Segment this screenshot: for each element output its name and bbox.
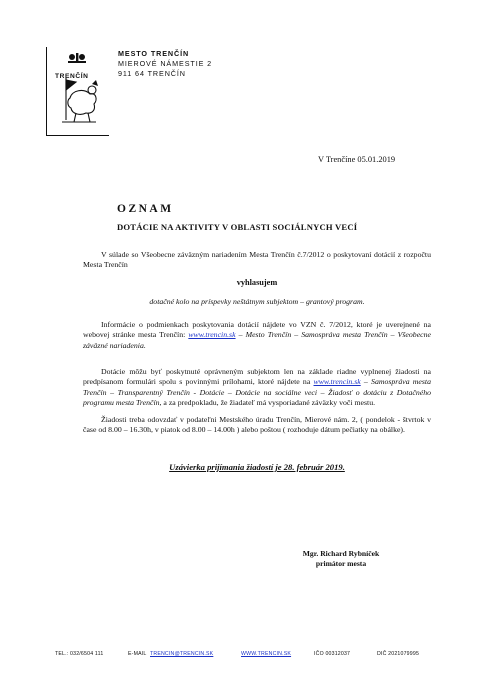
info-paragraph <box>83 320 431 351</box>
footer-ico: IČO 00312037 <box>314 651 351 657</box>
footer-email[interactable]: TRENCIN@TRENCIN.SK <box>150 651 214 657</box>
signature-role: primátor mesta <box>315 559 367 568</box>
eligibility-paragraph <box>83 367 431 409</box>
address-block <box>118 49 212 80</box>
date-line: V Trenčíne 05.01.2019 <box>318 155 396 164</box>
eligibility-text-c: , a za predpokladu, že žiadateľ má vysporiadané záväzky voči mestu. <box>159 398 376 408</box>
info-link[interactable]: www.trencin.sk <box>188 330 236 340</box>
announce-word: vyhlasujem <box>236 278 278 287</box>
intro-text: V súlade so Všeobecne záväzným nariadením Mesta Trenčín č.7/2012 o poskytovaní dotácií z rozpočtu Mesta Trenčín <box>83 250 431 270</box>
info-text-b: – Mesto Trenčín – Samospráva mesta Trenčín – Všeobecne záväzné nariadenia. <box>83 330 431 350</box>
signature-name: Mgr. Richard Rybníček <box>302 549 380 558</box>
trencin-coat-of-arms-icon <box>52 50 104 130</box>
footer-email-label: E-MAIL <box>128 651 147 657</box>
info-text-a: Informácie o podmienkach poskytovania dotácií nájdete vo VZN č. 7/2012, ktoré je uverejnené na webovej stránke mesta Trenčín: <box>83 320 431 340</box>
intro-paragraph <box>83 250 431 271</box>
eligibility-text-a: Dotácie môžu byť poskytnuté oprávneným subjektom len na základe riadne vyplnenej žiadosti na predpísanom formulári spolu s povinnými prílohami, ktoré nájdete na <box>83 367 431 387</box>
logo-text: TRENČÍN <box>55 73 89 80</box>
announce-sub: dotačné kolo na príspevky neštátnym subjektom – grantový program. <box>149 297 365 306</box>
eligibility-text-b: – Samospráva mesta Trenčín – Transparentný Trenčín - Dotácie – Dotácie na sociálne veci – Žiadosť o dotáciu z Dotačného programu mesta Trenčín <box>83 377 431 408</box>
footer-tel: TEL.: 032/6504 111 <box>55 651 104 657</box>
footer-dic: DIČ 2021079995 <box>377 651 420 657</box>
signature-block <box>282 549 400 569</box>
submission-paragraph <box>83 415 431 436</box>
deadline-text: Uzávierka prijímania žiadostí je 28. február 2019. <box>169 462 345 472</box>
city-name: MESTO TRENČÍN <box>118 49 190 58</box>
submission-text: Žiadosti treba odovzdať v podateľni Mestského úradu Trenčín, Mierové nám. 2, ( pondelok - štvrtok v čase od 8.00 – 16.30h, v piatok od 8.00 – 14.00h ) alebo poštou ( rozhoduje dátum pečiatky na obálke). <box>83 415 431 435</box>
page-title: OZNAM <box>117 203 174 215</box>
footer-web[interactable]: WWW.TRENCIN.SK <box>241 651 292 657</box>
postcode-city: 911 64 TRENČÍN <box>118 69 186 79</box>
street: MIEROVÉ NÁMESTIE 2 <box>118 59 213 69</box>
eligibility-link[interactable]: www.trencin.sk <box>313 377 361 387</box>
page-subtitle: DOTÁCIE NA AKTIVITY V OBLASTI SOCIÁLNYCH VECÍ <box>117 222 358 232</box>
